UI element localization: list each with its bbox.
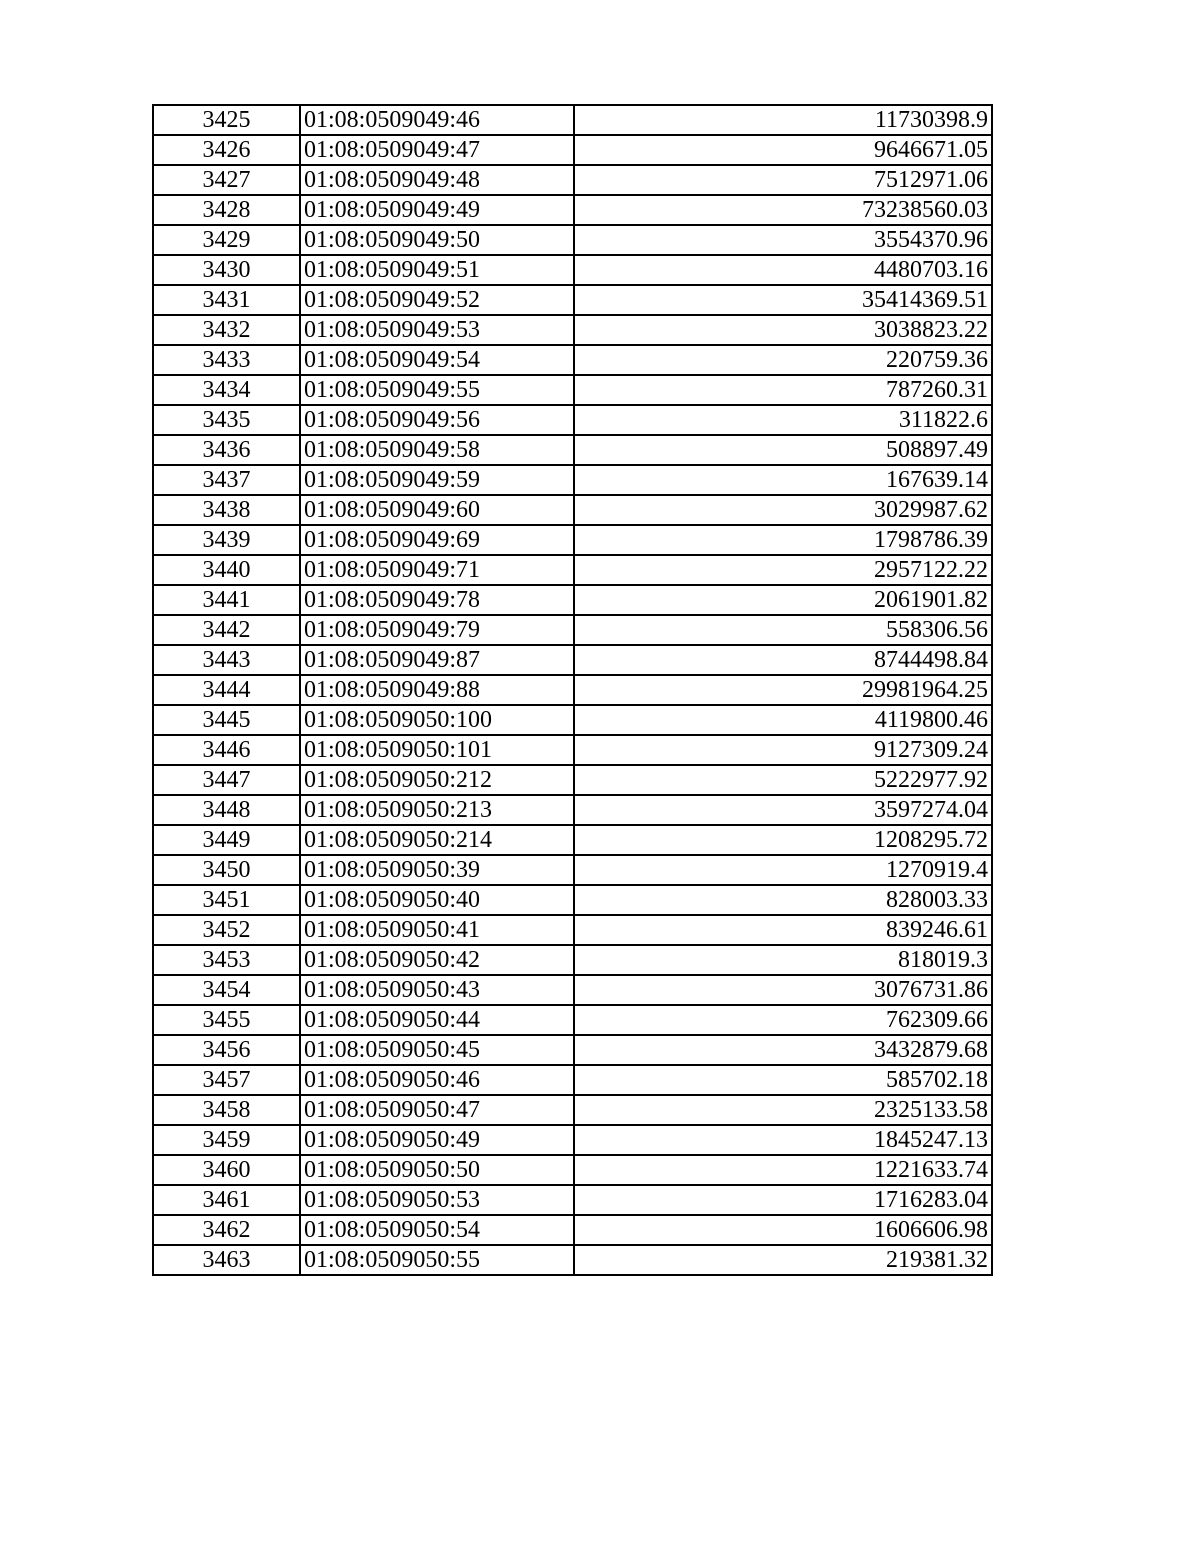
cadastral-number-cell: 01:08:0509050:43 (300, 975, 574, 1005)
row-number-cell: 3448 (153, 795, 300, 825)
table-row (153, 165, 992, 195)
table-row (153, 1215, 992, 1245)
table-row (153, 975, 992, 1005)
row-number-cell: 3434 (153, 375, 300, 405)
table-row (153, 495, 992, 525)
table-row (153, 345, 992, 375)
cadastral-number-cell: 01:08:0509050:46 (300, 1065, 574, 1095)
table-row (153, 1245, 992, 1275)
table-row (153, 285, 992, 315)
cadastral-number-cell: 01:08:0509050:47 (300, 1095, 574, 1125)
value-cell: 311822.6 (574, 405, 992, 435)
row-number-cell: 3456 (153, 1035, 300, 1065)
table-row (153, 315, 992, 345)
cadastral-number-cell: 01:08:0509049:59 (300, 465, 574, 495)
value-cell: 1606606.98 (574, 1215, 992, 1245)
table-row (153, 705, 992, 735)
table-row (153, 645, 992, 675)
value-cell: 1716283.04 (574, 1185, 992, 1215)
table-row (153, 885, 992, 915)
table-row (153, 765, 992, 795)
cadastral-number-cell: 01:08:0509049:58 (300, 435, 574, 465)
cadastral-number-cell: 01:08:0509049:52 (300, 285, 574, 315)
table-row (153, 585, 992, 615)
cadastral-number-cell: 01:08:0509050:40 (300, 885, 574, 915)
document-page (152, 104, 991, 1276)
value-cell: 3029987.62 (574, 495, 992, 525)
row-number-cell: 3460 (153, 1155, 300, 1185)
row-number-cell: 3429 (153, 225, 300, 255)
cadastral-number-cell: 01:08:0509049:60 (300, 495, 574, 525)
value-cell: 3432879.68 (574, 1035, 992, 1065)
table-row (153, 1125, 992, 1155)
cadastral-number-cell: 01:08:0509049:56 (300, 405, 574, 435)
cadastral-number-cell: 01:08:0509050:55 (300, 1245, 574, 1275)
cadastral-number-cell: 01:08:0509050:39 (300, 855, 574, 885)
table-row (153, 795, 992, 825)
table-row (153, 405, 992, 435)
cadastral-number-cell: 01:08:0509049:51 (300, 255, 574, 285)
cadastral-number-cell: 01:08:0509049:55 (300, 375, 574, 405)
cadastral-number-cell: 01:08:0509049:78 (300, 585, 574, 615)
cadastral-number-cell: 01:08:0509050:54 (300, 1215, 574, 1245)
value-cell: 585702.18 (574, 1065, 992, 1095)
table-row (153, 1005, 992, 1035)
data-table (152, 104, 993, 1276)
cadastral-number-cell: 01:08:0509049:50 (300, 225, 574, 255)
value-cell: 1845247.13 (574, 1125, 992, 1155)
cadastral-number-cell: 01:08:0509049:49 (300, 195, 574, 225)
value-cell: 9646671.05 (574, 135, 992, 165)
table-row (153, 675, 992, 705)
cadastral-number-cell: 01:08:0509050:214 (300, 825, 574, 855)
row-number-cell: 3459 (153, 1125, 300, 1155)
table-row (153, 825, 992, 855)
row-number-cell: 3433 (153, 345, 300, 375)
row-number-cell: 3428 (153, 195, 300, 225)
cadastral-number-cell: 01:08:0509049:69 (300, 525, 574, 555)
value-cell: 4119800.46 (574, 705, 992, 735)
cadastral-number-cell: 01:08:0509050:213 (300, 795, 574, 825)
cadastral-number-cell: 01:08:0509050:212 (300, 765, 574, 795)
value-cell: 787260.31 (574, 375, 992, 405)
table-row (153, 1095, 992, 1125)
row-number-cell: 3440 (153, 555, 300, 585)
value-cell: 7512971.06 (574, 165, 992, 195)
table-row (153, 735, 992, 765)
value-cell: 762309.66 (574, 1005, 992, 1035)
value-cell: 828003.33 (574, 885, 992, 915)
cadastral-number-cell: 01:08:0509050:100 (300, 705, 574, 735)
value-cell: 1208295.72 (574, 825, 992, 855)
value-cell: 2061901.82 (574, 585, 992, 615)
table-row (153, 135, 992, 165)
row-number-cell: 3454 (153, 975, 300, 1005)
value-cell: 558306.56 (574, 615, 992, 645)
row-number-cell: 3430 (153, 255, 300, 285)
table-row (153, 195, 992, 225)
cadastral-number-cell: 01:08:0509049:47 (300, 135, 574, 165)
table-row (153, 615, 992, 645)
value-cell: 1798786.39 (574, 525, 992, 555)
table-row (153, 855, 992, 885)
row-number-cell: 3447 (153, 765, 300, 795)
table-body (153, 105, 992, 1275)
row-number-cell: 3451 (153, 885, 300, 915)
cadastral-number-cell: 01:08:0509049:79 (300, 615, 574, 645)
cadastral-number-cell: 01:08:0509049:88 (300, 675, 574, 705)
row-number-cell: 3450 (153, 855, 300, 885)
row-number-cell: 3441 (153, 585, 300, 615)
value-cell: 29981964.25 (574, 675, 992, 705)
value-cell: 8744498.84 (574, 645, 992, 675)
table-row (153, 915, 992, 945)
value-cell: 508897.49 (574, 435, 992, 465)
row-number-cell: 3427 (153, 165, 300, 195)
cadastral-number-cell: 01:08:0509050:53 (300, 1185, 574, 1215)
value-cell: 11730398.9 (574, 105, 992, 135)
row-number-cell: 3461 (153, 1185, 300, 1215)
cadastral-number-cell: 01:08:0509049:71 (300, 555, 574, 585)
table-row (153, 525, 992, 555)
value-cell: 9127309.24 (574, 735, 992, 765)
row-number-cell: 3455 (153, 1005, 300, 1035)
cadastral-number-cell: 01:08:0509049:48 (300, 165, 574, 195)
table-row (153, 465, 992, 495)
row-number-cell: 3437 (153, 465, 300, 495)
value-cell: 3038823.22 (574, 315, 992, 345)
table-row (153, 375, 992, 405)
row-number-cell: 3436 (153, 435, 300, 465)
value-cell: 220759.36 (574, 345, 992, 375)
cadastral-number-cell: 01:08:0509049:87 (300, 645, 574, 675)
row-number-cell: 3431 (153, 285, 300, 315)
cadastral-number-cell: 01:08:0509050:45 (300, 1035, 574, 1065)
row-number-cell: 3446 (153, 735, 300, 765)
value-cell: 73238560.03 (574, 195, 992, 225)
value-cell: 167639.14 (574, 465, 992, 495)
value-cell: 839246.61 (574, 915, 992, 945)
table-row (153, 1065, 992, 1095)
value-cell: 2325133.58 (574, 1095, 992, 1125)
value-cell: 5222977.92 (574, 765, 992, 795)
value-cell: 1270919.4 (574, 855, 992, 885)
value-cell: 4480703.16 (574, 255, 992, 285)
value-cell: 219381.32 (574, 1245, 992, 1275)
table-row (153, 225, 992, 255)
row-number-cell: 3438 (153, 495, 300, 525)
cadastral-number-cell: 01:08:0509050:44 (300, 1005, 574, 1035)
row-number-cell: 3449 (153, 825, 300, 855)
value-cell: 2957122.22 (574, 555, 992, 585)
table-row (153, 435, 992, 465)
value-cell: 3076731.86 (574, 975, 992, 1005)
cadastral-number-cell: 01:08:0509050:41 (300, 915, 574, 945)
cadastral-number-cell: 01:08:0509049:54 (300, 345, 574, 375)
row-number-cell: 3452 (153, 915, 300, 945)
table-row (153, 255, 992, 285)
row-number-cell: 3453 (153, 945, 300, 975)
value-cell: 35414369.51 (574, 285, 992, 315)
row-number-cell: 3445 (153, 705, 300, 735)
value-cell: 818019.3 (574, 945, 992, 975)
row-number-cell: 3425 (153, 105, 300, 135)
value-cell: 3597274.04 (574, 795, 992, 825)
row-number-cell: 3462 (153, 1215, 300, 1245)
row-number-cell: 3435 (153, 405, 300, 435)
row-number-cell: 3443 (153, 645, 300, 675)
value-cell: 3554370.96 (574, 225, 992, 255)
cadastral-number-cell: 01:08:0509050:49 (300, 1125, 574, 1155)
table-row (153, 555, 992, 585)
row-number-cell: 3426 (153, 135, 300, 165)
cadastral-number-cell: 01:08:0509049:46 (300, 105, 574, 135)
row-number-cell: 3432 (153, 315, 300, 345)
cadastral-number-cell: 01:08:0509049:53 (300, 315, 574, 345)
table-row (153, 1155, 992, 1185)
row-number-cell: 3439 (153, 525, 300, 555)
row-number-cell: 3458 (153, 1095, 300, 1125)
row-number-cell: 3463 (153, 1245, 300, 1275)
table-row (153, 945, 992, 975)
table-row (153, 1185, 992, 1215)
row-number-cell: 3442 (153, 615, 300, 645)
table-row (153, 1035, 992, 1065)
value-cell: 1221633.74 (574, 1155, 992, 1185)
cadastral-number-cell: 01:08:0509050:101 (300, 735, 574, 765)
cadastral-number-cell: 01:08:0509050:42 (300, 945, 574, 975)
row-number-cell: 3457 (153, 1065, 300, 1095)
row-number-cell: 3444 (153, 675, 300, 705)
table-row (153, 105, 992, 135)
cadastral-number-cell: 01:08:0509050:50 (300, 1155, 574, 1185)
